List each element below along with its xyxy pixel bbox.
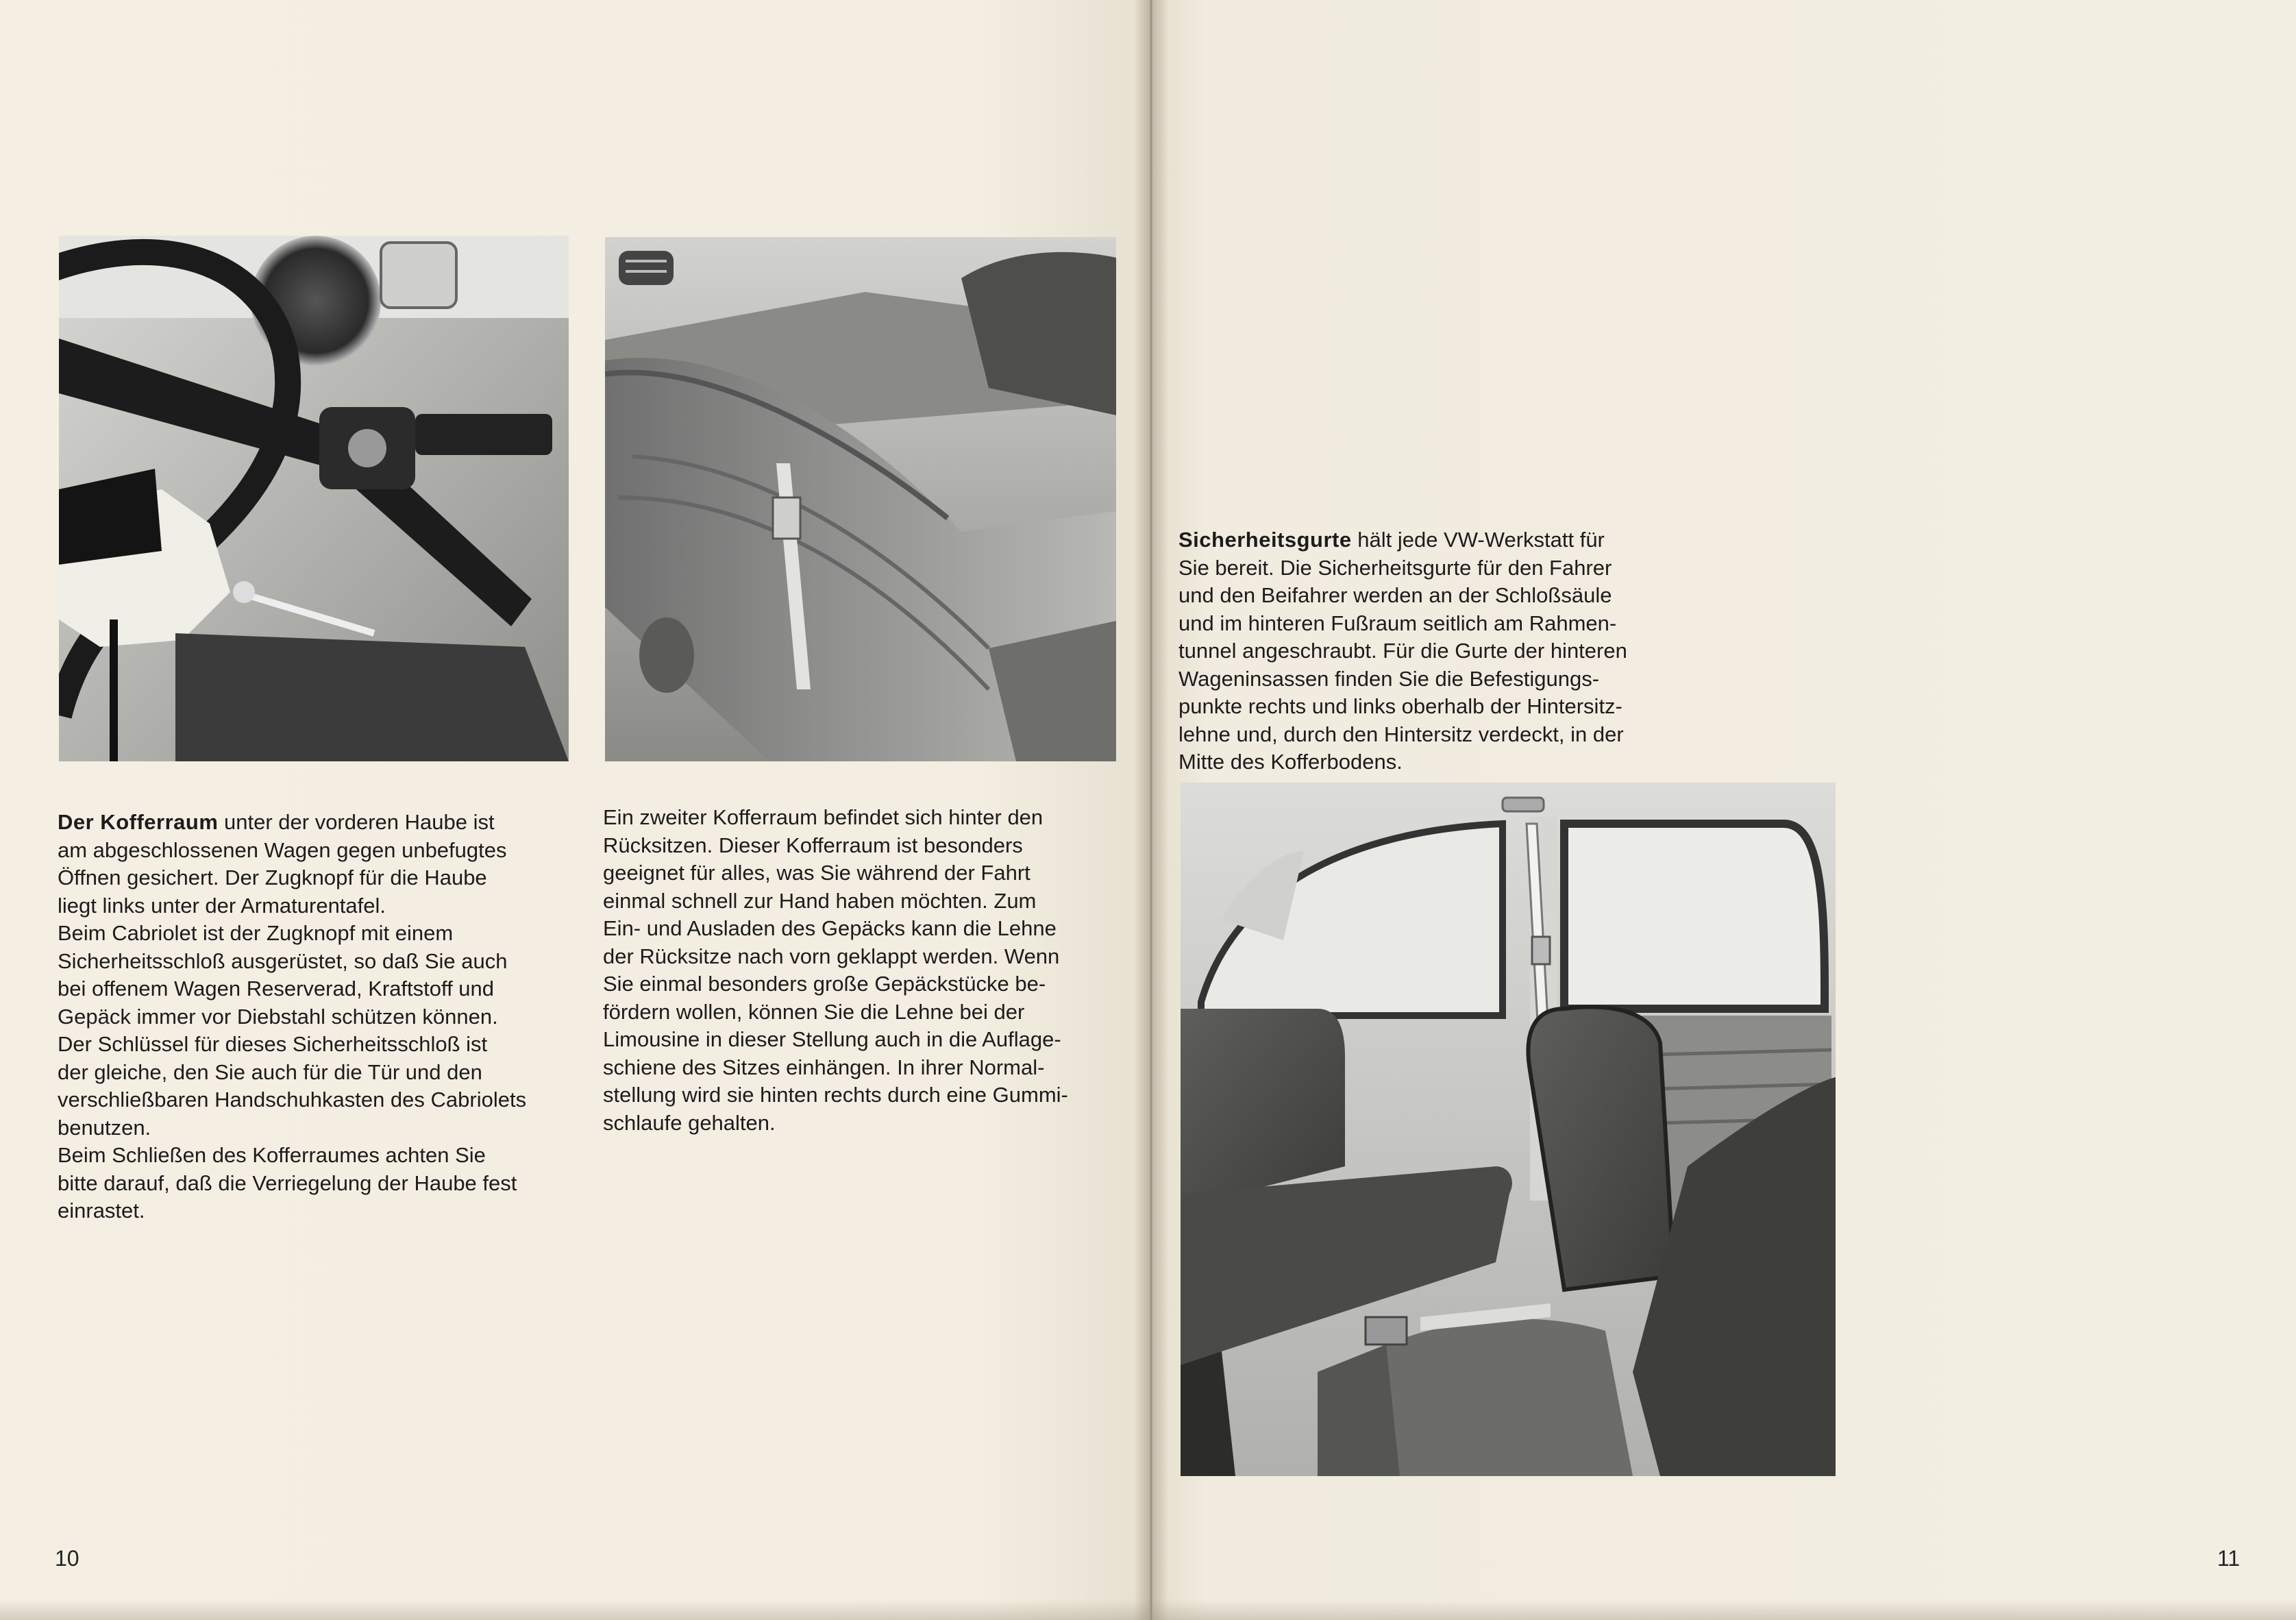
text-line: und im hinteren Fußraum seitlich am Rahmen- [1178,611,1617,635]
text-line: einmal schnell zur Hand haben möchten. Zum [603,888,1037,913]
text-line: am abgeschlossenen Wagen gegen unbefugtes [58,837,507,862]
text-line: Limousine in dieser Stellung auch in die Auflage- [603,1027,1061,1051]
book-gutter-fold [1134,0,1168,1620]
text-line: Sie einmal besonders große Gepäckstücke be- [603,972,1046,996]
text-line: verschließbaren Handschuhkasten des Cabriolets [58,1088,527,1112]
text-line: Sicherheitsgurte hält jede VW-Werkstatt für [1178,528,1605,552]
text-line: Öffnen gesichert. Der Zugknopf für die Haube [58,866,487,889]
text-line: Ein- und Ausladen des Gepäcks kann die Lehne [603,916,1057,940]
text-column-zweiter-kofferraum [603,804,1115,1137]
text-line: bitte darauf, daß die Verriegelung der Haube fest [58,1170,517,1195]
text-line: benutzen. [58,1115,151,1140]
text-line: schlaufe gehalten. [603,1110,776,1135]
text-line: Beim Schließen des Kofferraumes achten Sie [58,1143,486,1167]
text-line: und den Beifahrer werden an der Schloßsäule [1178,583,1612,607]
text-line: stellung wird sie hinten rechts durch eine Gummi- [603,1083,1068,1107]
text-line: Der Schlüssel für dieses Sicherheitsschloß ist [58,1032,488,1056]
text-line: fördern wollen, können Sie die Lehne bei der [603,999,1025,1024]
text-line: liegt links unter der Armaturentafel. [58,893,386,918]
text-line: bei offenem Wagen Reserverad, Kraftstoff und [58,977,495,1001]
page-number-left: 10 [55,1546,79,1571]
text-line: Wageninsassen finden Sie die Befestigungs- [1178,666,1600,691]
photo-rear-compartment-illustration [605,237,1116,761]
text-line: schiene des Sitzes einhängen. In ihrer Normal- [603,1055,1045,1079]
section-heading-kofferraum: Der Kofferraum [58,810,219,834]
text-line: der Rücksitze nach vorn geklappt werden. Wenn [603,944,1060,968]
photo-car-interior-seatbelts [1181,783,1836,1476]
text-line: Sicherheitsschloß ausgerüstet, so daß Sie auch [58,948,508,973]
text-line: Gepäck immer vor Diebstahl schützen können. [58,1004,498,1029]
text-line: Mitte des Kofferbodens. [1178,750,1403,774]
right-page [1151,0,2296,1620]
text-column-sicherheitsgurte [1178,526,1691,776]
text-line: Beim Cabriolet ist der Zugknopf mit einem [58,921,454,945]
photo-interior-illustration [1181,783,1836,1476]
text-line: Ein zweiter Kofferraum befindet sich hinter den [603,805,1044,829]
text-line: Sie bereit. Die Sicherheitsgurte für den Fahrer [1178,555,1612,580]
text-line: punkte rechts und links oberhalb der Hintersitz- [1178,694,1622,718]
text-line: geeignet für alles, was Sie während der Fahrt [603,861,1030,885]
text-line: lehne und, durch den Hintersitz verdeckt, in der [1178,722,1624,746]
text-line: Rücksitzen. Dieser Kofferraum ist besonders [603,833,1023,857]
page-bottom-edge [0,1599,2296,1620]
text-line: Der Kofferraum unter der vorderen Haube ist [58,810,495,834]
text-line: der gleiche, den Sie auch für die Tür und den [58,1059,482,1084]
text-line: tunnel angeschraubt. Für die Gurte der hinteren [1178,639,1627,663]
section-heading-sicherheitsgurte: Sicherheitsgurte [1178,528,1352,552]
photo-dashboard-hood-release [59,236,569,761]
photo-rear-luggage-compartment [605,237,1116,761]
page-number-right: 11 [2217,1546,2241,1571]
text-column-kofferraum [58,809,570,1225]
text-line: einrastet. [58,1199,145,1223]
photo-dashboard-illustration [59,236,569,761]
